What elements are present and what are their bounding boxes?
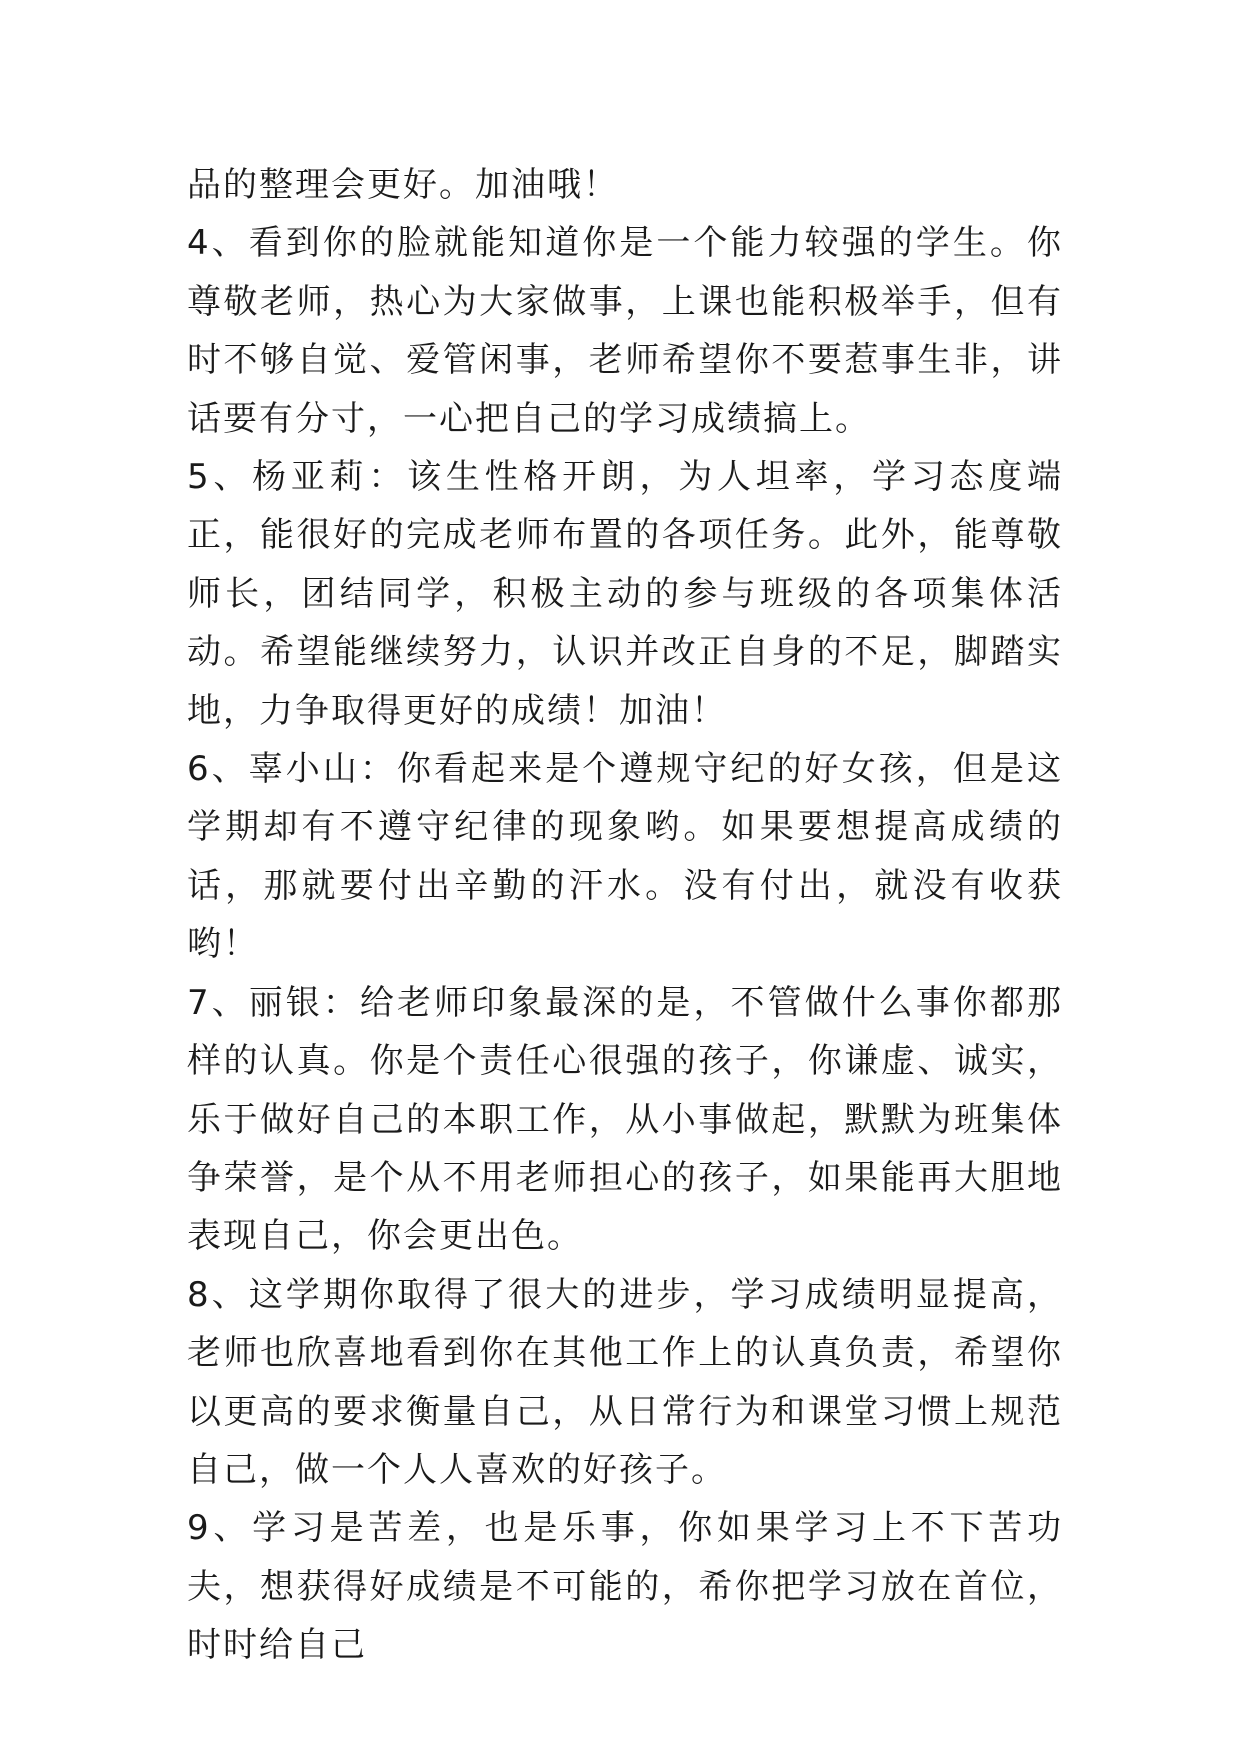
paragraph-continuation: 品的整理会更好。加油哦！ — [187, 165, 619, 205]
paragraph-comment-4: 4、看到你的脸就能知道你是一个能力较强的学生。你尊敬老师，热心为大家做事，上课也能积极举手，但有时不够自觉、爱管闲事，老师希望你不要惹事生非，讲话要有分寸，一心把自己的学习成绩搞上。 — [187, 223, 1063, 439]
paragraph-comment-8: 8、这学期你取得了很大的进步，学习成绩明显提高，老师也欣喜地看到你在其他工作上的认真负责，希望你以更高的要求衡量自己，从日常行为和课堂习惯上规范自己，做一个人人喜欢的好孩子。 — [187, 1274, 1063, 1490]
paragraph-comment-6: 6、辜小山：你看起来是个遵规守纪的好女孩，但是这学期却有不遵守纪律的现象哟。如果要想提高成绩的话，那就要付出辛勤的汗水。没有付出，就没有收获哟！ — [187, 749, 1063, 965]
paragraph-comment-7: 7、丽银：给老师印象最深的是，不管做什么事你都那样的认真。你是个责任心很强的孩子，你谦虚、诚实，乐于做好自己的本职工作，从小事做起，默默为班集体争荣誉，是个从不用老师担心的孩子，如果能再大胆地表现自己，你会更出色。 — [187, 982, 1063, 1257]
paragraph-comment-9: 9、学习是苦差，也是乐事，你如果学习上不下苦功夫，想获得好成绩是不可能的，希你把学习放在首位，时时给自己 — [187, 1508, 1063, 1666]
document-body — [187, 156, 1063, 1675]
paragraph-comment-5: 5、杨亚莉：该生性格开朗，为人坦率，学习态度端正，能很好的完成老师布置的各项任务。此外，能尊敬师长，团结同学，积极主动的参与班级的各项集体活动。希望能继续努力，认识并改正自身的不足，脚踏实地，力争取得更好的成绩！加油！ — [187, 457, 1063, 731]
